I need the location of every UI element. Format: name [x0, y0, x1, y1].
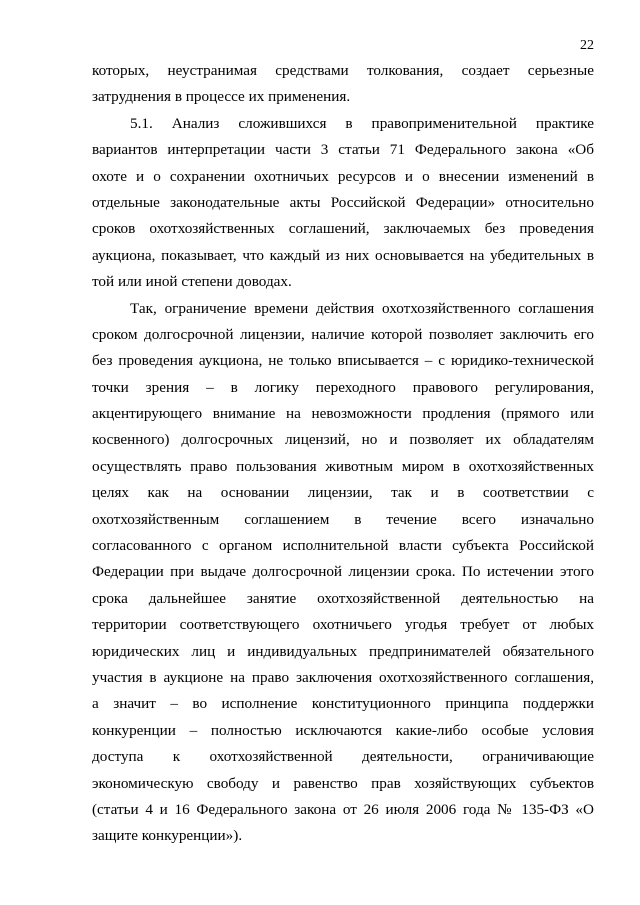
text-line: вариантов интерпретации части 3 статьи 71 Федерального закона «Об: [92, 141, 594, 159]
text-line: затруднения в процессе их применения.: [92, 88, 351, 106]
text-line: срока дальнейшее занятие охотхозяйственной деятельностью на: [92, 589, 594, 607]
text-line: точки зрения – в логику переходного правового регулирования,: [92, 378, 594, 396]
paragraph: [92, 111, 594, 296]
text-line: той или иной степени доводах.: [92, 273, 292, 291]
text-line: акцентирующего внимание на невозможности продления (прямого или: [92, 405, 594, 423]
text-line: отдельные законодательные акты Российской Федерации» относительно: [92, 193, 594, 211]
text-line: охотхозяйственным соглашением в течение всего изначально: [92, 510, 594, 528]
text-line: аукциона, показывает, что каждый из них основывается на убедительных в: [92, 246, 594, 264]
text-line: доступа к охотхозяйственной деятельности, ограничивающие: [92, 748, 594, 766]
text-line: косвенного) долгосрочных лицензий, но и позволяет их обладателям: [92, 431, 594, 449]
text-line: согласованного с органом исполнительной власти субъекта Российской: [92, 537, 594, 555]
paragraph: [92, 296, 594, 850]
text-line: территории соответствующего охотничьего угодья требует от любых: [92, 616, 594, 634]
text-line: без проведения аукциона, не только вписывается – с юридико-технической: [92, 352, 594, 370]
text-line: а значит – во исполнение конституционного принципа поддержки: [92, 695, 594, 713]
paragraph: [92, 58, 594, 111]
text-line: которых, неустранимая средствами толкования, создает серьезные: [92, 62, 594, 79]
text-line: экономическую свободу и равенство прав хозяйствующих субъектов: [92, 774, 594, 792]
text-line: сроком долгосрочной лицензии, наличие которой позволяет заключить его: [92, 325, 594, 343]
text-line: участия в аукционе на право заключения охотхозяйственного соглашения,: [92, 668, 594, 686]
page-number: 22: [580, 38, 594, 53]
text-line: конкуренции – полностью исключаются какие-либо особые условия: [92, 721, 594, 739]
text-line: защите конкуренции»).: [92, 827, 243, 845]
text-line: охоте и о сохранении охотничьих ресурсов и о внесении изменений в: [92, 167, 594, 185]
text-line: осуществлять право пользования животным миром в охотхозяйственных: [92, 457, 594, 475]
text-line: Федерации при выдаче долгосрочной лицензии срока. По истечении этого: [92, 563, 594, 581]
text-line: целях как на основании лицензии, так и в соответствии с: [92, 484, 594, 502]
text-line: 5.1. Анализ сложившихся в правоприменительной практике: [130, 114, 594, 132]
text-line: юридических лиц и индивидуальных предпринимателей обязательного: [92, 642, 594, 660]
text-line: (статьи 4 и 16 Федерального закона от 26 июля 2006 года № 135-ФЗ «О: [92, 800, 594, 818]
text-line: Так, ограничение времени действия охотхозяйственного соглашения: [130, 299, 594, 317]
text-line: сроков охотхозяйственных соглашений, заключаемых без проведения: [92, 220, 594, 238]
body-text: [92, 58, 594, 850]
